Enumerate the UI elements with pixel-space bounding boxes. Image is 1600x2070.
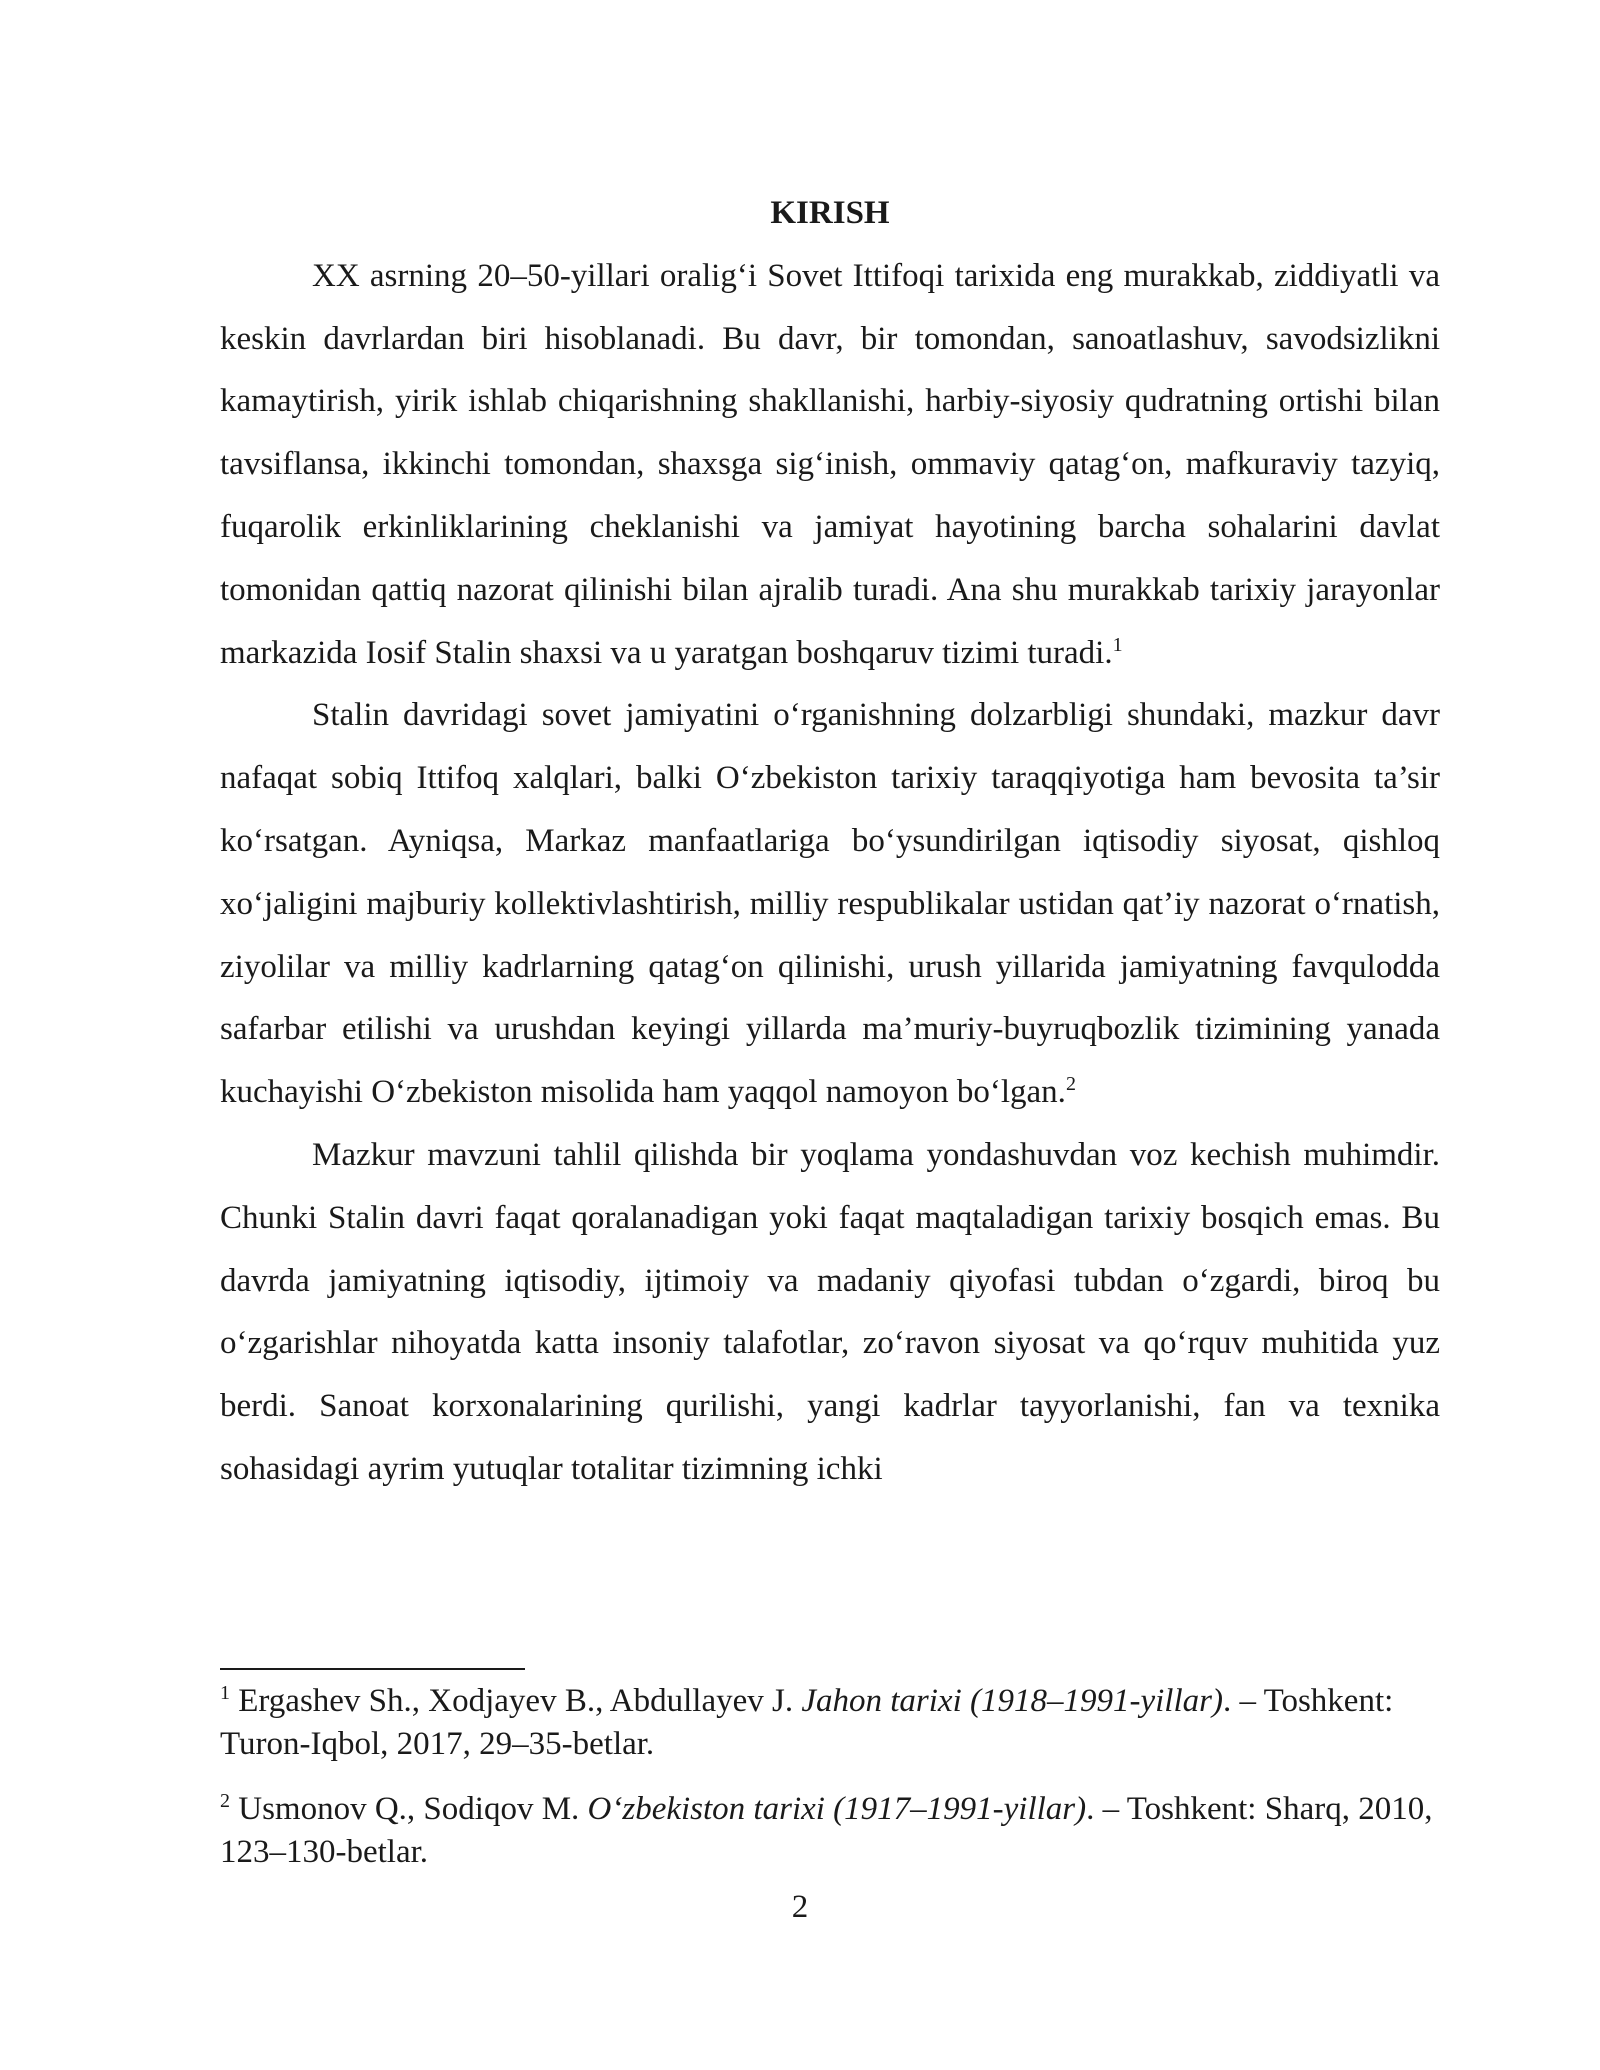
section-heading: KIRISH (770, 195, 890, 231)
page-number: 2 (791, 1889, 809, 1925)
paragraph-text: Mazkur mavzuni tahlil qilishda bir yoqlama yondashuvdan voz kechish muhimdir. Chunki Stalin davri faqat qoralanadigan yoki faqat maqtaladigan tarixiy bosqich emas. Bu davrda jamiyatning iqtisodiy, ijtimoiy va madaniy qiyofasi tubdan o‘zgardi, biroq bu o‘zgarishlar nihoyatda katta insoniy talafotlar, zo‘ravon siyosat va qo‘rquv muhitida yuz berdi. Sanoat korxonalarining qurilishi, yangi kadrlar tayyorlanishi, fan va texnika sohasidagi ayrim yutuqlar totalitar tizimning ichki (220, 1136, 1440, 1487)
footnote-2 (220, 1788, 1440, 1874)
footnotes (220, 1680, 1440, 1896)
footnote-ref[interactable]: 2 (1065, 1073, 1076, 1096)
footnote-divider (220, 1668, 525, 1670)
footnote-authors: Ergashev Sh., Xodjayev B., Abdullayev J. (238, 1683, 794, 1719)
paragraph-text: XX asrning 20–50-yillari oralig‘i Sovet Ittifoqi tarixida eng murakkab, ziddiyatli va keskin davrlardan biri hisoblanadi. Bu davr, bir tomondan, sanoatlashuv, savodsizlikni kamaytirish, yirik ishlab chiqarishning shakllanishi, harbiy-siyosiy qudratning ortishi bilan tavsiflansa, ikkinchi tomondan, shaxsga sig‘inish, ommaviy qatag‘on, mafkuraviy tazyiq, fuqarolik erkinliklarining cheklanishi va jamiyat hayotining barcha sohalarini davlat tomonidan qattiq nazorat qilinishi bilan ajralib turadi. Ana shu murakkab tarixiy jarayonlar markazida Iosif Stalin shaxsi va u yaratgan boshqaruv tizimi turadi. (220, 257, 1440, 671)
paragraph-2 (220, 684, 1440, 1124)
paragraph-1 (220, 245, 1440, 685)
footnote-number: 2 (220, 1790, 230, 1812)
footnote-title: Jahon tarixi (1918–1991-yillar) (801, 1683, 1223, 1719)
footnote-1 (220, 1680, 1440, 1766)
main-text (220, 182, 1440, 1501)
footnote-authors: Usmonov Q., Sodiqov M. (238, 1791, 580, 1827)
paragraph-text: Stalin davridagi sovet jamiyatini o‘rganishning dolzarbligi shundaki, mazkur davr nafaqat sobiq Ittifoq xalqlari, balki O‘zbekiston tarixiy taraqqiyotiga ham bevosita ta’sir ko‘rsatgan. Ayniqsa, Markaz manfaatlariga bo‘ysundirilgan iqtisodiy siyosat, qishloq xo‘jaligini majburiy kollektivlashtirish, milliy respublikalar ustidan qat’iy nazorat o‘rnatish, ziyolilar va milliy kadrlarning qatag‘on qilinishi, urush yillarida jamiyatning favqulodda safarbar etilishi va urushdan keyingi yillarda ma’muriy-buyruqbozlik tizimining yanada kuchayishi O‘zbekiston misolida ham yaqqol namoyon bo‘lgan. (220, 697, 1440, 1111)
footnote-ref[interactable]: 1 (1112, 633, 1123, 656)
paragraph-3 (220, 1124, 1440, 1501)
footnote-title: O‘zbekiston tarixi (1917–1991-yillar) (587, 1791, 1087, 1827)
footnote-rest: . – Toshkent: Sharq, 2010, 123–130-betlar. (220, 1791, 1433, 1870)
footnote-rest: . – Toshkent: Turon-Iqbol, 2017, 29–35-betlar. (220, 1683, 1394, 1762)
footnote-number: 1 (220, 1682, 230, 1704)
